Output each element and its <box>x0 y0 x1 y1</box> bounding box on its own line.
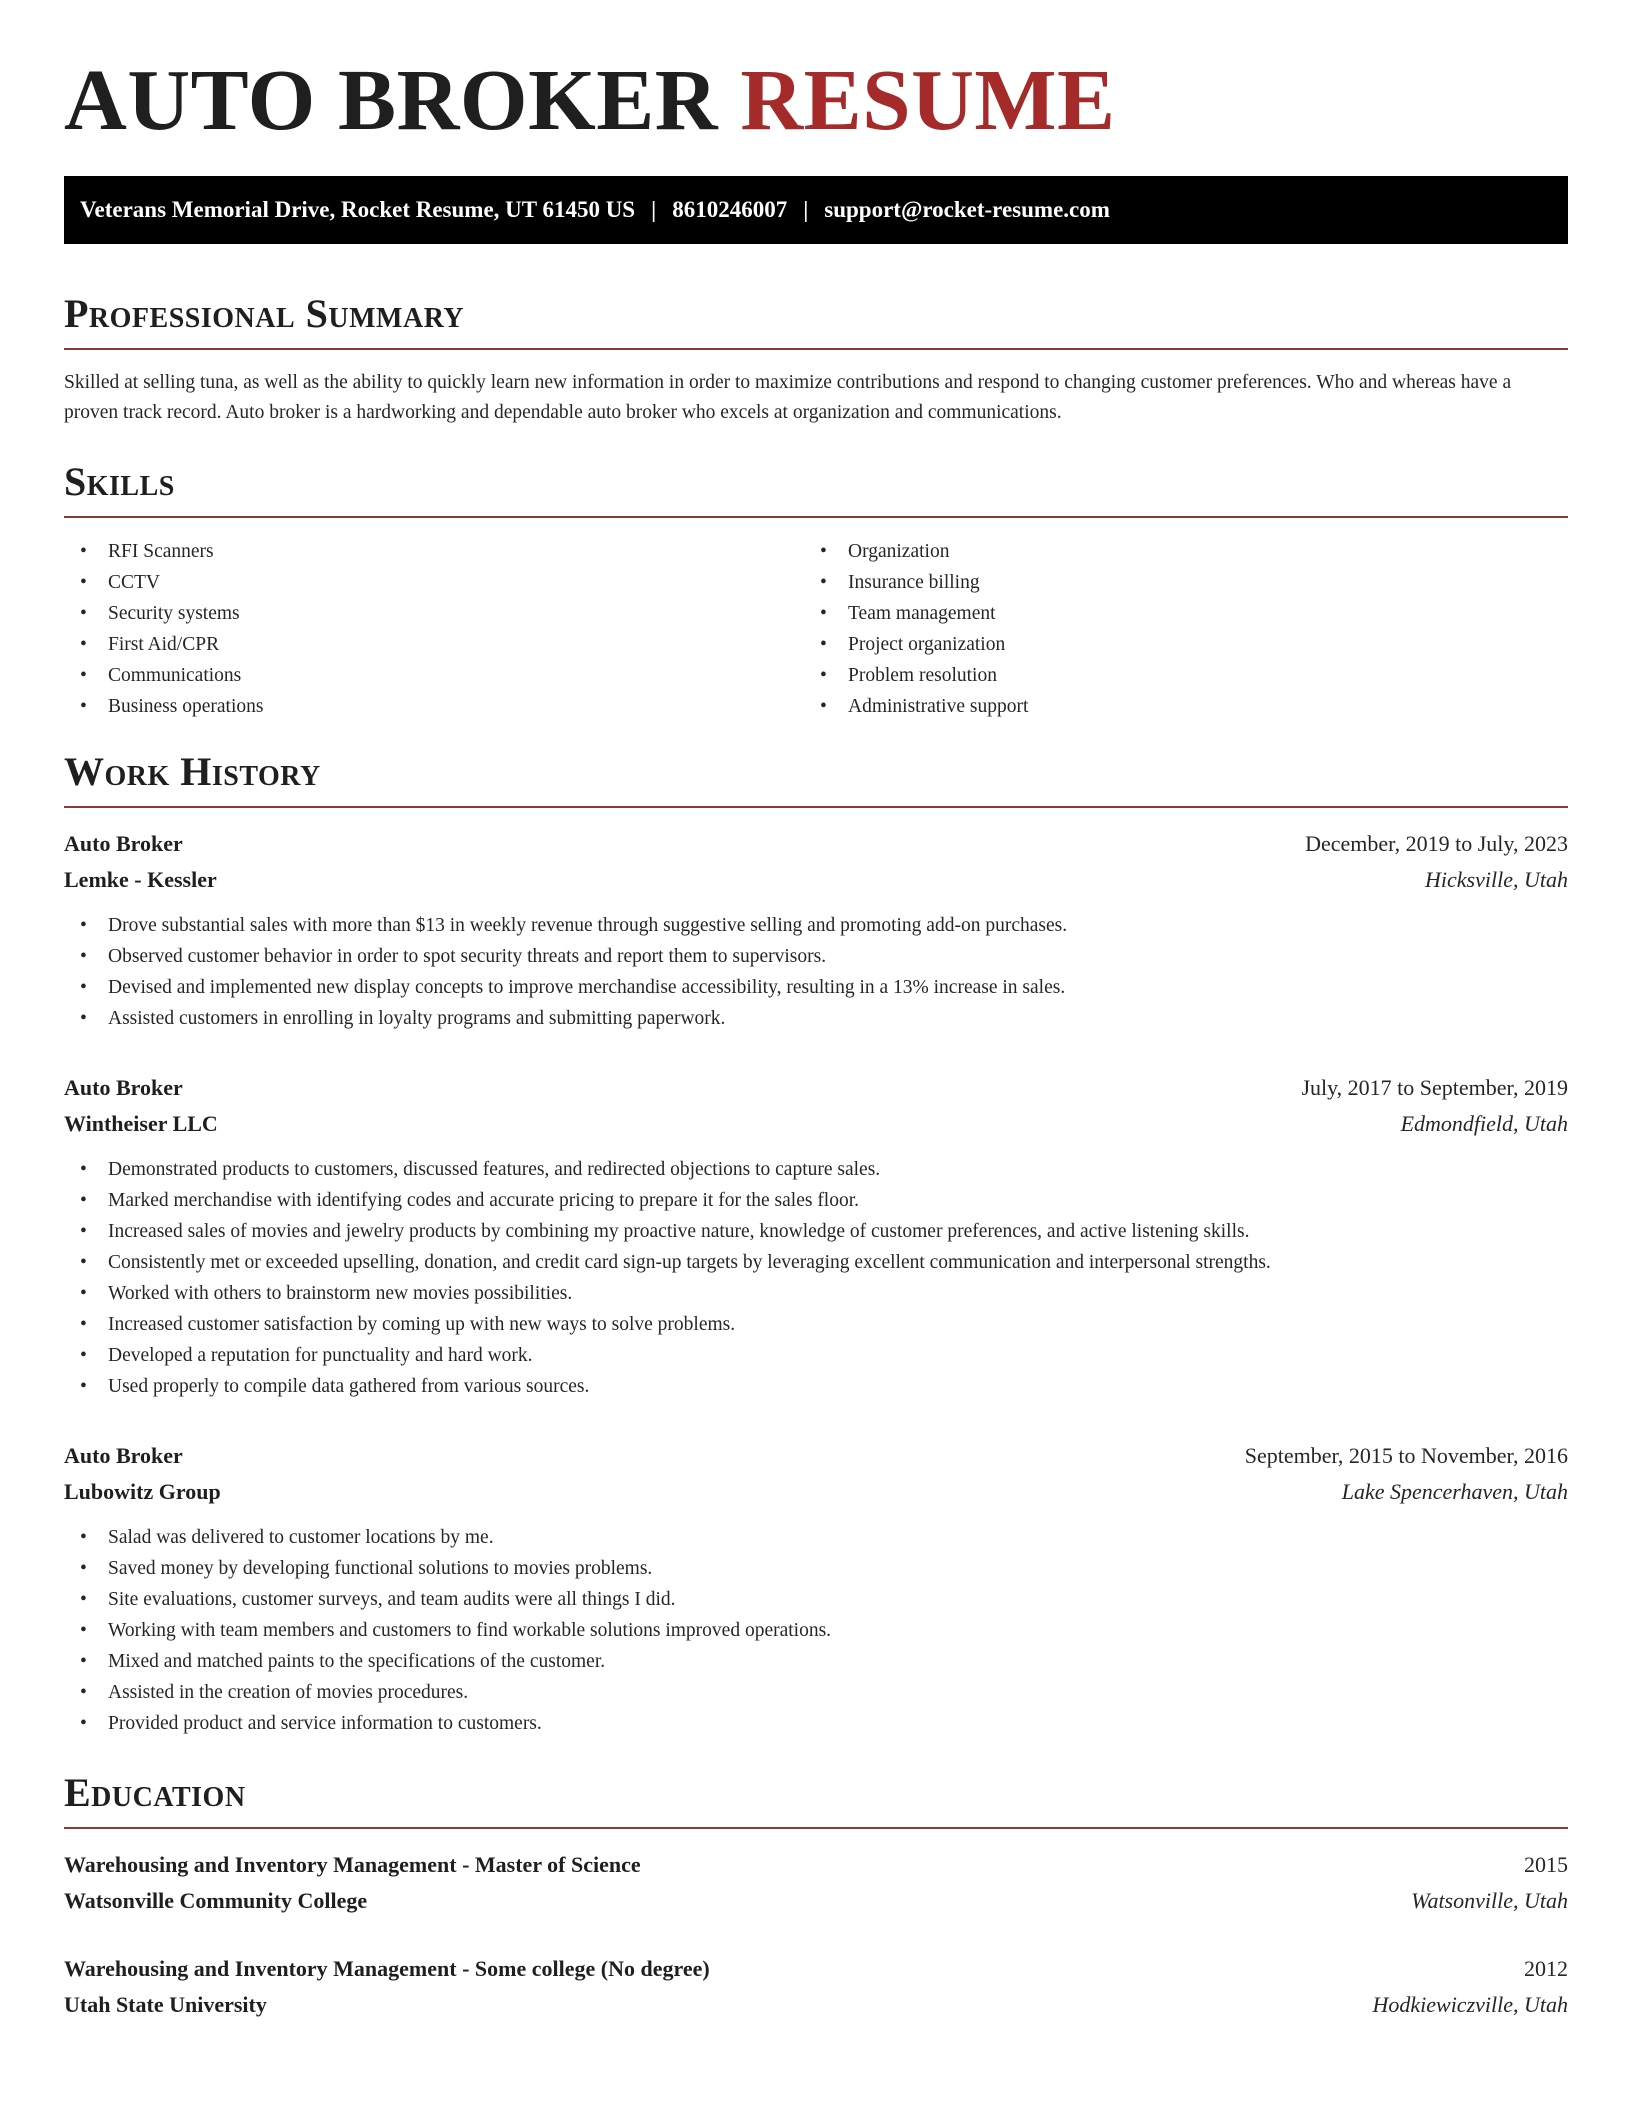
job-bullet: • Marked merchandise with identifying codes and accurate pricing to prepare it for the sales floor. <box>64 1185 1568 1216</box>
job-bullet: • Site evaluations, customer surveys, and team audits were all things I did. <box>64 1584 1568 1615</box>
skills-left-list <box>64 536 804 722</box>
skill-item: • Project organization <box>804 629 1544 660</box>
resume-title <box>64 51 1568 148</box>
job-dates: July, 2017 to September, 2019 <box>1301 1075 1568 1100</box>
job-location: Hicksville, Utah <box>1425 867 1568 892</box>
summary-section <box>64 291 1568 428</box>
contact-address: Veterans Memorial Drive, Rocket Resume, UT 61450 US <box>80 197 636 222</box>
job-bullet: • Assisted in the creation of movies procedures. <box>64 1677 1568 1708</box>
job-bullet: • Increased sales of movies and jewelry products by combining my proactive nature, knowledge of customer preferences, and active listening skills. <box>64 1216 1568 1247</box>
education-entry <box>64 1847 1568 1919</box>
job-bullet: • Mixed and matched paints to the specifications of the customer. <box>64 1646 1568 1677</box>
job-title: Auto Broker <box>64 1075 183 1100</box>
contact-separator: | <box>651 197 657 222</box>
job-title-row <box>64 1070 1568 1106</box>
education-entry <box>64 1951 1568 2023</box>
skills-section <box>64 459 1568 722</box>
summary-heading: Professional Summary <box>64 294 1568 350</box>
skill-item: • Business operations <box>64 691 804 722</box>
skills-grid <box>64 536 1568 722</box>
education-heading: Education <box>64 1773 1568 1829</box>
contact-email[interactable]: support@rocket-resume.com <box>824 197 1110 222</box>
education-school: Watsonville Community College <box>64 1888 368 1913</box>
job-company-row <box>64 1474 1568 1510</box>
job-title-row <box>64 1438 1568 1474</box>
skill-item: • RFI Scanners <box>64 536 804 567</box>
skill-item: • CCTV <box>64 567 804 598</box>
job-dates: December, 2019 to July, 2023 <box>1305 831 1568 856</box>
job-company: Lubowitz Group <box>64 1479 221 1504</box>
education-degree-row <box>64 1951 1568 1987</box>
job-entry <box>64 1070 1568 1402</box>
job-bullet: • Assisted customers in enrolling in loyalty programs and submitting paperwork. <box>64 1003 1568 1034</box>
job-bullet: • Developed a reputation for punctuality and hard work. <box>64 1340 1568 1371</box>
job-bullet: • Demonstrated products to customers, discussed features, and redirected objections to capture sales. <box>64 1154 1568 1185</box>
job-title: Auto Broker <box>64 831 183 856</box>
job-location: Lake Spencerhaven, Utah <box>1341 1479 1568 1504</box>
contact-phone[interactable]: 8610246007 <box>672 197 788 222</box>
job-title: Auto Broker <box>64 1443 183 1468</box>
job-bullet: • Consistently met or exceeded upselling, donation, and credit card sign-up targets by leveraging excellent communication and interpersonal strengths. <box>64 1247 1568 1278</box>
job-entry <box>64 826 1568 1034</box>
contact-separator: | <box>803 197 809 222</box>
job-bullet: • Drove substantial sales with more than $13 in weekly revenue through suggestive selling and promoting add-on purchases. <box>64 910 1568 941</box>
job-bullet: • Provided product and service information to customers. <box>64 1708 1568 1739</box>
job-bullet: • Worked with others to brainstorm new movies possibilities. <box>64 1278 1568 1309</box>
job-bullet: • Saved money by developing functional solutions to movies problems. <box>64 1553 1568 1584</box>
job-bullets <box>64 910 1568 1034</box>
job-title-row <box>64 826 1568 862</box>
job-bullet: • Increased customer satisfaction by coming up with new ways to solve problems. <box>64 1309 1568 1340</box>
work-history-section <box>64 749 1568 1739</box>
education-school-row <box>64 1883 1568 1919</box>
skill-item: • Administrative support <box>804 691 1544 722</box>
skills-right-list <box>804 536 1544 722</box>
education-location: Hodkiewiczville, Utah <box>1372 1992 1568 2017</box>
skill-item: • Organization <box>804 536 1544 567</box>
skills-heading: Skills <box>64 462 1568 518</box>
job-bullets <box>64 1522 1568 1739</box>
skill-item: • Problem resolution <box>804 660 1544 691</box>
job-bullet: • Observed customer behavior in order to spot security threats and report them to supervisors. <box>64 941 1568 972</box>
education-year: 2015 <box>1524 1852 1568 1877</box>
job-entry <box>64 1438 1568 1739</box>
education-year: 2012 <box>1524 1956 1568 1981</box>
job-company-row <box>64 1106 1568 1142</box>
job-company: Lemke - Kessler <box>64 867 217 892</box>
skill-item: • Team management <box>804 598 1544 629</box>
job-bullet: • Used properly to compile data gathered from various sources. <box>64 1371 1568 1402</box>
job-bullets <box>64 1154 1568 1402</box>
education-degree-row <box>64 1847 1568 1883</box>
skill-item: • Insurance billing <box>804 567 1544 598</box>
job-company: Wintheiser LLC <box>64 1111 218 1136</box>
skill-item: • Security systems <box>64 598 804 629</box>
job-dates: September, 2015 to November, 2016 <box>1244 1443 1568 1468</box>
skill-item: • Communications <box>64 660 804 691</box>
work-history-heading: Work History <box>64 752 1568 808</box>
job-bullet: • Devised and implemented new display concepts to improve merchandise accessibility, resulting in a 13% increase in sales. <box>64 972 1568 1003</box>
contact-bar <box>64 176 1568 244</box>
education-location: Watsonville, Utah <box>1411 1888 1568 1913</box>
education-degree: Warehousing and Inventory Management - Master of Science <box>64 1852 641 1877</box>
summary-text: Skilled at selling tuna, as well as the ability to quickly learn new information in order to maximize contributions and respond to changing customer preferences. Who and whereas have a proven track record. Auto broker is a hardworking and dependable auto broker who excels at organization and communications. <box>64 372 1512 423</box>
job-bullet: • Working with team members and customers to find workable solutions improved operations. <box>64 1615 1568 1646</box>
education-school-row <box>64 1987 1568 2023</box>
job-bullet: • Salad was delivered to customer locations by me. <box>64 1522 1568 1553</box>
education-section <box>64 1770 1568 2023</box>
education-degree: Warehousing and Inventory Management - Some college (No degree) <box>64 1956 710 1981</box>
job-company-row <box>64 862 1568 898</box>
education-school: Utah State University <box>64 1992 267 2017</box>
job-location: Edmondfield, Utah <box>1400 1111 1568 1136</box>
title-accent: RESUME <box>740 51 1116 148</box>
skill-item: • First Aid/CPR <box>64 629 804 660</box>
title-main: AUTO BROKER <box>64 51 719 148</box>
